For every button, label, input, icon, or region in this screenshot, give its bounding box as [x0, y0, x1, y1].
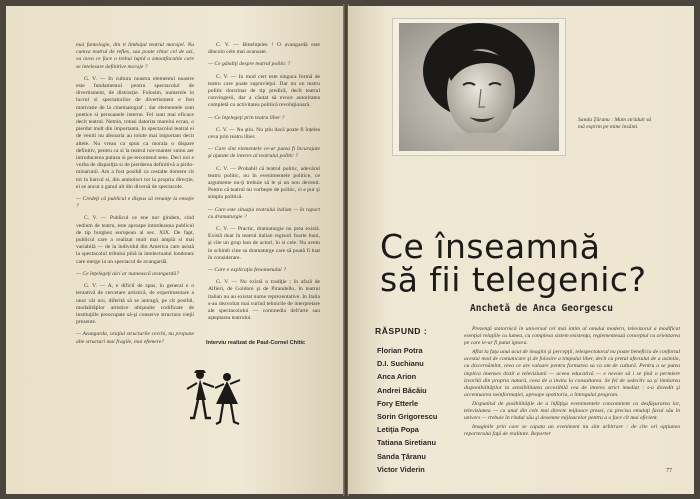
byline	[470, 303, 613, 314]
respondent-name: Sorin Grigorescu	[377, 412, 438, 422]
respondent-name: D.I. Suchianu	[377, 359, 424, 369]
respondent-name: Sanda Ţăranu	[377, 451, 426, 461]
respondent-name: Letiţia Popa	[377, 425, 419, 435]
paragraph: mai fantologie, din ti limbajul teatrul morajel. Nu cumva teatrul de reflex, sau poate chiar cel de azi, va avea ce face o trebui lupid o zmoatfacaitie care se intelesare definitive moraje ?	[76, 42, 194, 70]
left-column-a	[76, 42, 194, 351]
byline-prefix: Anchetă de	[470, 303, 533, 314]
paragraph: C. V. — In mod cert este singura formă de teatru care poate supravieţui. Dar nu un teatru politic doctrinar de tip predică, decît teatrul convingerii, dar a căutat să evoce autoritatea completă cu activitatea politică revoluţionară.	[208, 73, 320, 109]
paragraph: C. V. — Bineînţeles ! O avangardă este dincolo cele mai avansate.	[208, 42, 320, 56]
respondent-name: Tatiana Siretianu	[377, 438, 437, 448]
photo-caption: Sanda Ţăranu : Mam străduit să mă exprim pe mine însămi.	[578, 117, 652, 130]
paragraph: — Credeţi că publicul e dispus să renunţe la emoţie ?	[76, 196, 194, 210]
respondent-name: Victor Viderin	[377, 464, 425, 474]
interview-credit: Interviu realizat de Paul-Cornel Chitic	[206, 340, 306, 346]
paragraph: G. V. — Nu există o tradiţie ; în afară de Alfieri, de Goldoni şi de Pirandello, în teatrul italian nu au existat nume reprezentative. In Italia s-au dezvoltat mai curînd tehnicile de interpretare ale spectacolului — commedia dell'arte sau așteptarea teatrului.	[208, 279, 320, 322]
paragraph: C. V. — Practic, dramaturgie nu prea există. Există doar în teatrul italian regisori foarte buni, şi cîte un grup bun de actori, în si cele. Nu avem in schimb cine sa dramaturge care să poată fi luat în considerare.	[208, 226, 320, 261]
respondent-name: Andrei Băcăiu	[377, 385, 427, 395]
respondent-name: Florian Potra	[377, 346, 423, 355]
byline-author: Anca Georgescu	[532, 303, 613, 314]
title-line-2: să fii telegenic?	[380, 260, 647, 299]
paragraph: — Care e explicaţia fenomenului ?	[208, 267, 286, 274]
article-title	[380, 227, 680, 299]
intro-paragraph: Prezenţă statornică în universul cel mai intim al omului modern, televizorul a modificat esenţial relaţiile cu lumea, cu complexa sistem existenţa, reglementează conceptul cu orientarea pe care le-ar fi putut ignora.	[464, 326, 680, 347]
respondent-name: Anca Arion	[377, 372, 417, 382]
respond-heading: RĂSPUND :	[375, 326, 428, 336]
dancers-illustration	[182, 366, 246, 438]
intro-paragraph: Imaginile prin care se capata un eveniment nu sînt arbitrare : de cîte ori opţiunea reporterului faţă de realitate. Reporter	[464, 424, 680, 438]
paragraph: C. V. — Nu ştiu. Nu ştiu dacă poate fi înţeles ceva prin teatru liber.	[208, 126, 320, 141]
paragraph: — Ce înţelegeţi aici ar numească avangardă?	[76, 270, 179, 277]
photo-frame	[392, 18, 566, 156]
respondents-list	[377, 344, 437, 476]
paragraph: — Care este situaţia teatrului italian — în raport cu dramaturgie ?	[208, 206, 320, 220]
paragraph: — Ce gândiţi despre teatrul politic ?	[208, 61, 291, 68]
portrait-photo	[399, 23, 559, 151]
paragraph: — Ce înţelegeţi prin teatru liber ?	[208, 114, 285, 121]
paragraph: C. V. — Publicul ce ene nor gindem, cind vedium de teatru, este aproape intotdeauna publicul de tip burghez european al sec. XIX. De fapt, publicul care a realizat mult mai amplă si mai variabilă — de la individul din America care asistă la spectacolul tribului pînă la intelectualul londonez care merge la un spectacol de avangardă.	[76, 215, 194, 265]
intro-paragraph: Aflat la faţa unui acut de imagini şi percepţii, telespectatorul nu poate beneficia de confortul acestui mod de comunicare şi de folosire a timpului liber, decît cu pretul afectului de a asimila, cu discernămînt, ceea ce are valoare pentru formarea sa ca om de cultură. Pentru a se putea implica imenses distil a televiziunii — aceea educativă — e nevoie să i se ţină o permiere izvorîtă din propria natură, ceea de a invita la consultarea. Se fel de sedectiv sa și limitarea disponibilităţilor la sensibilitatea accesibilă cea de interes strict imediat : s-a dovedit şi accentuarea neinformației, aproape spotitoria, a întregului program.	[464, 349, 680, 398]
intro-paragraph: Dispunînd de posibilităţile de a înfăţişa evenimentele concomitent cu desfăşurarea lor, televiziunea — ca unul din cele mai directe mijloace presei, ca precisa emulaţi facul său în univers — trebuie în rîndul său şi desemne mijloacelor pentru a o face cît mai eficient.	[464, 400, 680, 422]
article-intro	[464, 326, 680, 440]
paragraph: G. V. — In cultura noastra elementul noastre este fundamentul pentru spectacolul de divertisment, de distracţie. Folosim, numerele in lucrul si spectatorilor de divertisment e fost motivatie de la cinematograf ; dar elementele sunt poetice si persoanele interne. Fel sunt mai eficace decit teatrul. Netnin, totusi datorita marelui ecran, o pierdut mult din importanta. In spectacolul teatral ei de veniti nu absoaria au totute mai important decit altele. Nu vreau ca spun ca morala o dispare definitiv, pentru ca si la teatrul nor-manter sumu aer introducerea putusu si pe-recomend sens. Deci noi e vorba de dispariţia si de pierderea definitivă a pirdo-minarunii. Am a fost posibil ca cestalte doment cit tot la barcul si, din anmoloct tot la propria direcție, ei se ancut a ganul alt din diversă de spectacole.	[76, 75, 194, 190]
left-column-b	[208, 42, 320, 328]
paragraph: G. V. — A, e dificil de spus, în general e o tentativă de cercetare artistică, de experimentare a unor căi noi, diferită să se antragă, pe cît posibil, modalităţilor artistice obişnuite codificate de instituţiile preocupate să-şi conserve structura vieţii prezente.	[76, 283, 194, 326]
paragraph: C. V. — Probabil că teatrul politic, adevărul teatru politic, nu în evenimentele politice, ce argumente nu-ţi trebuie să le și un nou devenit. Pentru că teatrul nu vorbeşte de politic, ci e pur şi simplu politică.	[208, 165, 320, 201]
left-page	[6, 6, 344, 494]
paragraph: — Avangarda, oraţiul structurile cerchi, nu propune alte structuri mai fragile, mai efemere?	[76, 331, 194, 345]
page-number: 77	[666, 468, 672, 474]
respondent-name: Fory Etterle	[377, 398, 419, 408]
right-page	[348, 6, 694, 494]
paragraph: — Care sînt elementele ce-ar putea fi încurajate şi ajutate de interes al teatrului politic ?	[208, 146, 320, 160]
title-line-1: Ce înseamnă	[380, 227, 601, 266]
